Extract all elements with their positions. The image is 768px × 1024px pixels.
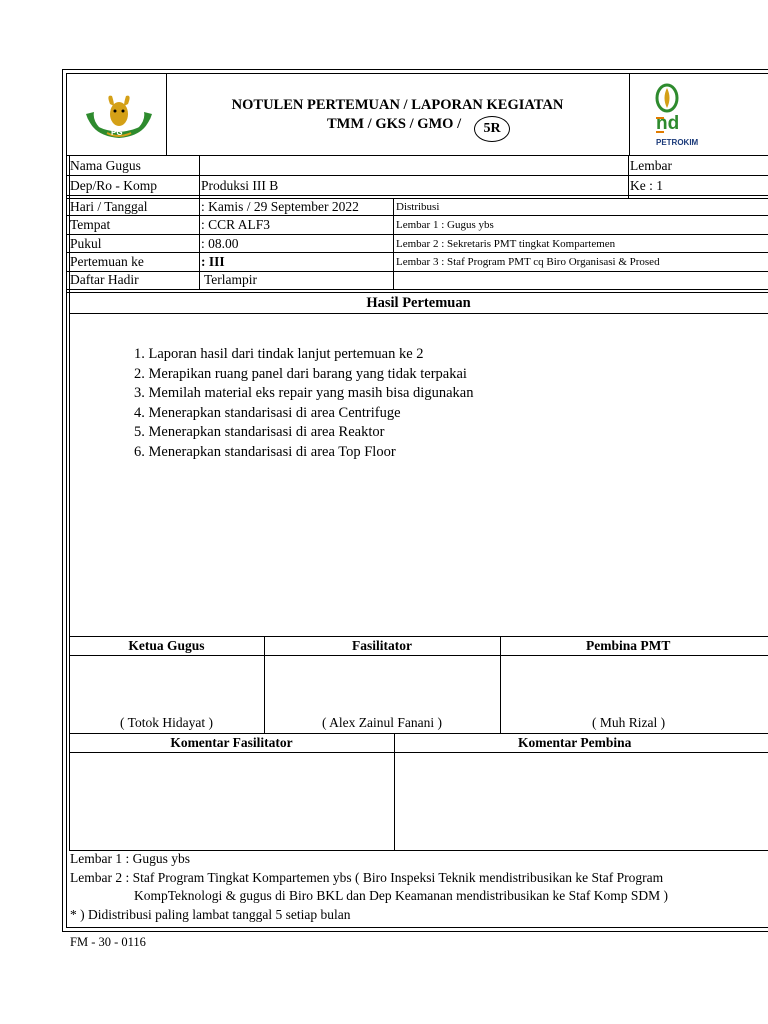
frame-top-outer xyxy=(62,69,768,70)
left-logo-text: PG xyxy=(111,128,123,137)
signature-vline-2 xyxy=(500,636,501,733)
info-vline-2 xyxy=(199,155,200,290)
left-logo xyxy=(84,92,154,142)
pertemuan-value: : III xyxy=(201,254,225,269)
footer-note-1: Lembar 1 : Gugus ybs xyxy=(70,851,190,866)
list-item: 4. Menerapkan standarisasi di area Centrifuge xyxy=(134,404,401,421)
pembina-label: Pembina PMT xyxy=(586,638,671,653)
fasilitator-label: Fasilitator xyxy=(352,638,412,653)
info-line-7 xyxy=(66,271,768,272)
frame-top-inner xyxy=(66,73,768,74)
right-logo-subtext: PETROKIM xyxy=(656,138,699,147)
info-line-8b xyxy=(66,292,768,293)
footer-note-2: Lembar 2 : Staf Program Tingkat Kompartemen ybs ( Biro Inspeksi Teknik mendistribusikan ke Staf Program xyxy=(70,870,664,885)
tempat-value: : CCR ALF3 xyxy=(201,217,271,232)
frame-bottom-inner xyxy=(66,927,768,928)
signature-header-line xyxy=(69,655,768,656)
hari-label: Hari / Tanggal xyxy=(70,199,148,214)
info-line-6 xyxy=(66,252,768,253)
nama-gugus-label: Nama Gugus xyxy=(70,158,141,173)
header-divider-right xyxy=(629,73,630,155)
info-line-2 xyxy=(66,175,768,176)
list-item: 2. Merapikan ruang panel dari barang yang tidak terpakai xyxy=(134,365,467,382)
ketua-gugus-label: Ketua Gugus xyxy=(128,638,205,653)
hasil-title: Hasil Pertemuan xyxy=(366,295,471,311)
lembar-label: Lembar xyxy=(630,158,672,173)
dep-value: Produksi III B xyxy=(201,178,279,193)
ketua-gugus-name: ( Totok Hidayat ) xyxy=(120,715,213,730)
ke-label: Ke : 1 xyxy=(630,178,663,193)
hasil-title-line xyxy=(69,313,768,314)
daftar-hadir-label: Daftar Hadir xyxy=(70,272,139,287)
info-line-3a xyxy=(66,195,768,196)
komentar-top-line xyxy=(69,733,768,734)
right-logo-text: nd xyxy=(656,113,680,134)
right-logo xyxy=(654,83,704,151)
daftar-hadir-value: Terlampir xyxy=(204,272,258,287)
info-vline-3 xyxy=(628,155,629,198)
komentar-pembina-label: Komentar Pembina xyxy=(518,735,632,750)
info-line-1 xyxy=(66,155,768,156)
footer-note-3: KompTeknologi & gugus di Biro BKL dan Dep Keamanan mendistribusikan ke Staf Komp SDM ) xyxy=(134,888,668,903)
list-item: 5. Menerapkan standarisasi di area Reaktor xyxy=(134,424,385,440)
form-code: FM - 30 - 0116 xyxy=(70,935,146,949)
list-item: 3. Memilah material eks repair yang masih bisa digunakan xyxy=(134,385,474,401)
category-circle-label: 5R xyxy=(483,121,501,136)
komentar-header-line xyxy=(69,752,768,753)
pembina-name: ( Muh Rizal ) xyxy=(592,715,666,730)
komentar-vline xyxy=(394,733,395,850)
hasil-list xyxy=(134,345,473,462)
right-logo-stripes xyxy=(656,117,664,133)
list-item: 1. Laporan hasil dari tindak lanjut pertemuan ke 2 xyxy=(134,346,424,362)
frame-bottom-outer xyxy=(62,931,768,932)
tempat-label: Tempat xyxy=(70,217,111,232)
hari-value: : Kamis / 29 September 2022 xyxy=(201,199,359,214)
distribusi-lembar-2: Lembar 2 : Sekretaris PMT tingkat Kompartemen xyxy=(396,238,616,250)
info-line-3b xyxy=(66,198,768,199)
pukul-value: : 08.00 xyxy=(201,236,239,251)
footer-note-4: * ) Didistribusi paling lambat tanggal 5 setiap bulan xyxy=(70,907,351,922)
fasilitator-name: ( Alex Zainul Fanani ) xyxy=(322,715,442,730)
komentar-fasilitator-label: Komentar Fasilitator xyxy=(170,735,293,750)
category-circle xyxy=(474,116,510,142)
info-line-8a xyxy=(66,289,768,290)
pukul-label: Pukul xyxy=(70,236,102,251)
distribusi-lembar-3: Lembar 3 : Staf Program PMT cq Biro Organisasi & Prosed xyxy=(396,256,660,268)
list-item: 6. Menerapkan standarisasi di area Top Floor xyxy=(134,443,396,460)
distribusi-label: Distribusi xyxy=(396,201,440,213)
pertemuan-label: Pertemuan ke xyxy=(70,254,144,269)
hasil-left-line xyxy=(69,313,70,850)
info-line-5 xyxy=(66,234,768,235)
info-vline-4 xyxy=(393,198,394,290)
document-subtitle: TMM / GKS / GMO / xyxy=(327,116,462,132)
document-title: NOTULEN PERTEMUAN / LAPORAN KEGIATAN xyxy=(231,97,564,113)
frame-left-outer xyxy=(62,69,63,931)
frame-left-inner xyxy=(66,73,67,927)
distribusi-lembar-1: Lembar 1 : Gugus ybs xyxy=(396,219,494,231)
info-line-4 xyxy=(66,215,768,216)
header-divider-left xyxy=(166,73,167,155)
dep-label: Dep/Ro - Komp xyxy=(70,178,157,193)
signature-top-line xyxy=(69,636,768,637)
